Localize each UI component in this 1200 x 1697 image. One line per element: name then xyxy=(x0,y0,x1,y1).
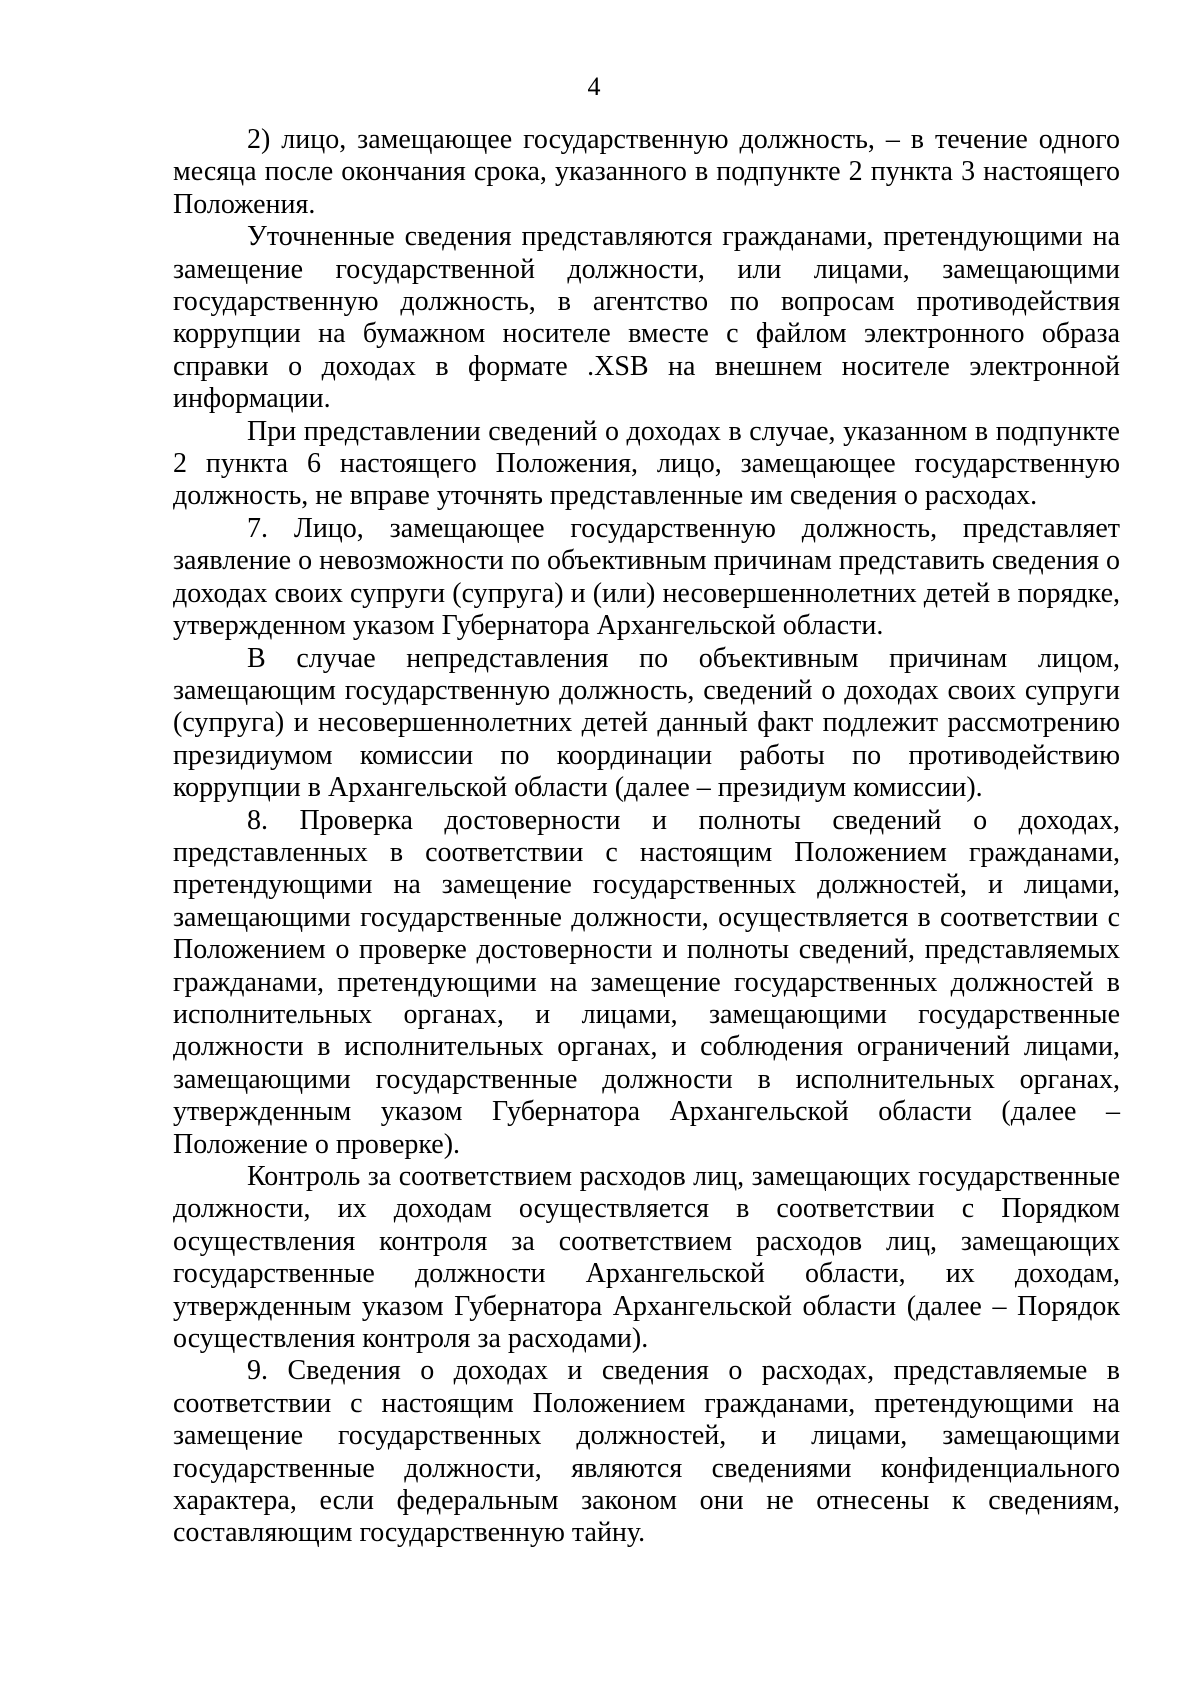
paragraph-clarified-info: Уточненные сведения представляются гражданами, претендующими на замещение государственной должности, или лицами, замещающими государственную должность, в агентство по вопросам противодействия коррупции на бумажном носителе вместе с файлом электронного образа справки о доходах в формате .XSB на внешнем носителе электронной информации. xyxy=(173,221,1120,415)
paragraph-item-9: 9. Сведения о доходах и сведения о расходах, представляемые в соответствии с настоящим Положением гражданами, претендующими на замещение государственных должностей, и лицами, замещающими государственные должности, являются сведениями конфиденциального характера, если федеральным законом они не отнесены к сведениям, составляющим государственную тайну. xyxy=(173,1355,1120,1549)
paragraph-expense-control: Контроль за соответствием расходов лиц, замещающих государственные должности, их доходам осуществляется в соответствии с Порядком осуществления контроля за соответствием расходов лиц, замещающих государственные должности Архангельской области, их доходам, утвержденным указом Губернатора Архангельской области (далее – Порядок осуществления контроля за расходами). xyxy=(173,1161,1120,1355)
page-number: 4 xyxy=(587,72,601,101)
paragraph-subitem-2: 2) лицо, замещающее государственную должность, – в течение одного месяца после окончания срока, указанного в подпункте 2 пункта 3 настоящего Положения. xyxy=(173,124,1120,220)
paragraph-non-submission: В случае непредставления по объективным причинам лицом, замещающим государственную должность, сведений о доходах своих супруги (супруга) и несовершеннолетних детей данный факт подлежит рассмотрению президиумом комиссии по координации работы по противодействию коррупции в Архангельской области (далее – президиум комиссии). xyxy=(173,642,1120,804)
paragraph-item-7: 7. Лицо, замещающее государственную должность, представляет заявление о невозможности по объективным причинам представить сведения о доходах своих супруги (супруга) и (или) несовершеннолетних детей в порядке, утвержденном указом Губернатора Архангельской области. xyxy=(173,512,1120,642)
document-body xyxy=(173,124,1120,1550)
paragraph-income-submission: При представлении сведений о доходах в случае, указанном в подпункте 2 пункта 6 настоящего Положения, лицо, замещающее государственную должность, не вправе уточнять представленные им сведения о расходах. xyxy=(173,415,1120,512)
paragraph-item-8: 8. Проверка достоверности и полноты сведений о доходах, представленных в соответствии с настоящим Положением гражданами, претендующими на замещение государственных должностей, и лицами, замещающими государственные должности, осуществляется в соответствии с Положением о проверке достоверности и полноты сведений, представляемых гражданами, претендующими на замещение государственных должностей в исполнительных органах, и лицами, замещающими государственные должности в исполнительных органах, и соблюдения ограничений лицами, замещающими государственные должности в исполнительных органах, утвержденным указом Губернатора Архангельской области (далее – Положение о проверке). xyxy=(173,804,1120,1160)
